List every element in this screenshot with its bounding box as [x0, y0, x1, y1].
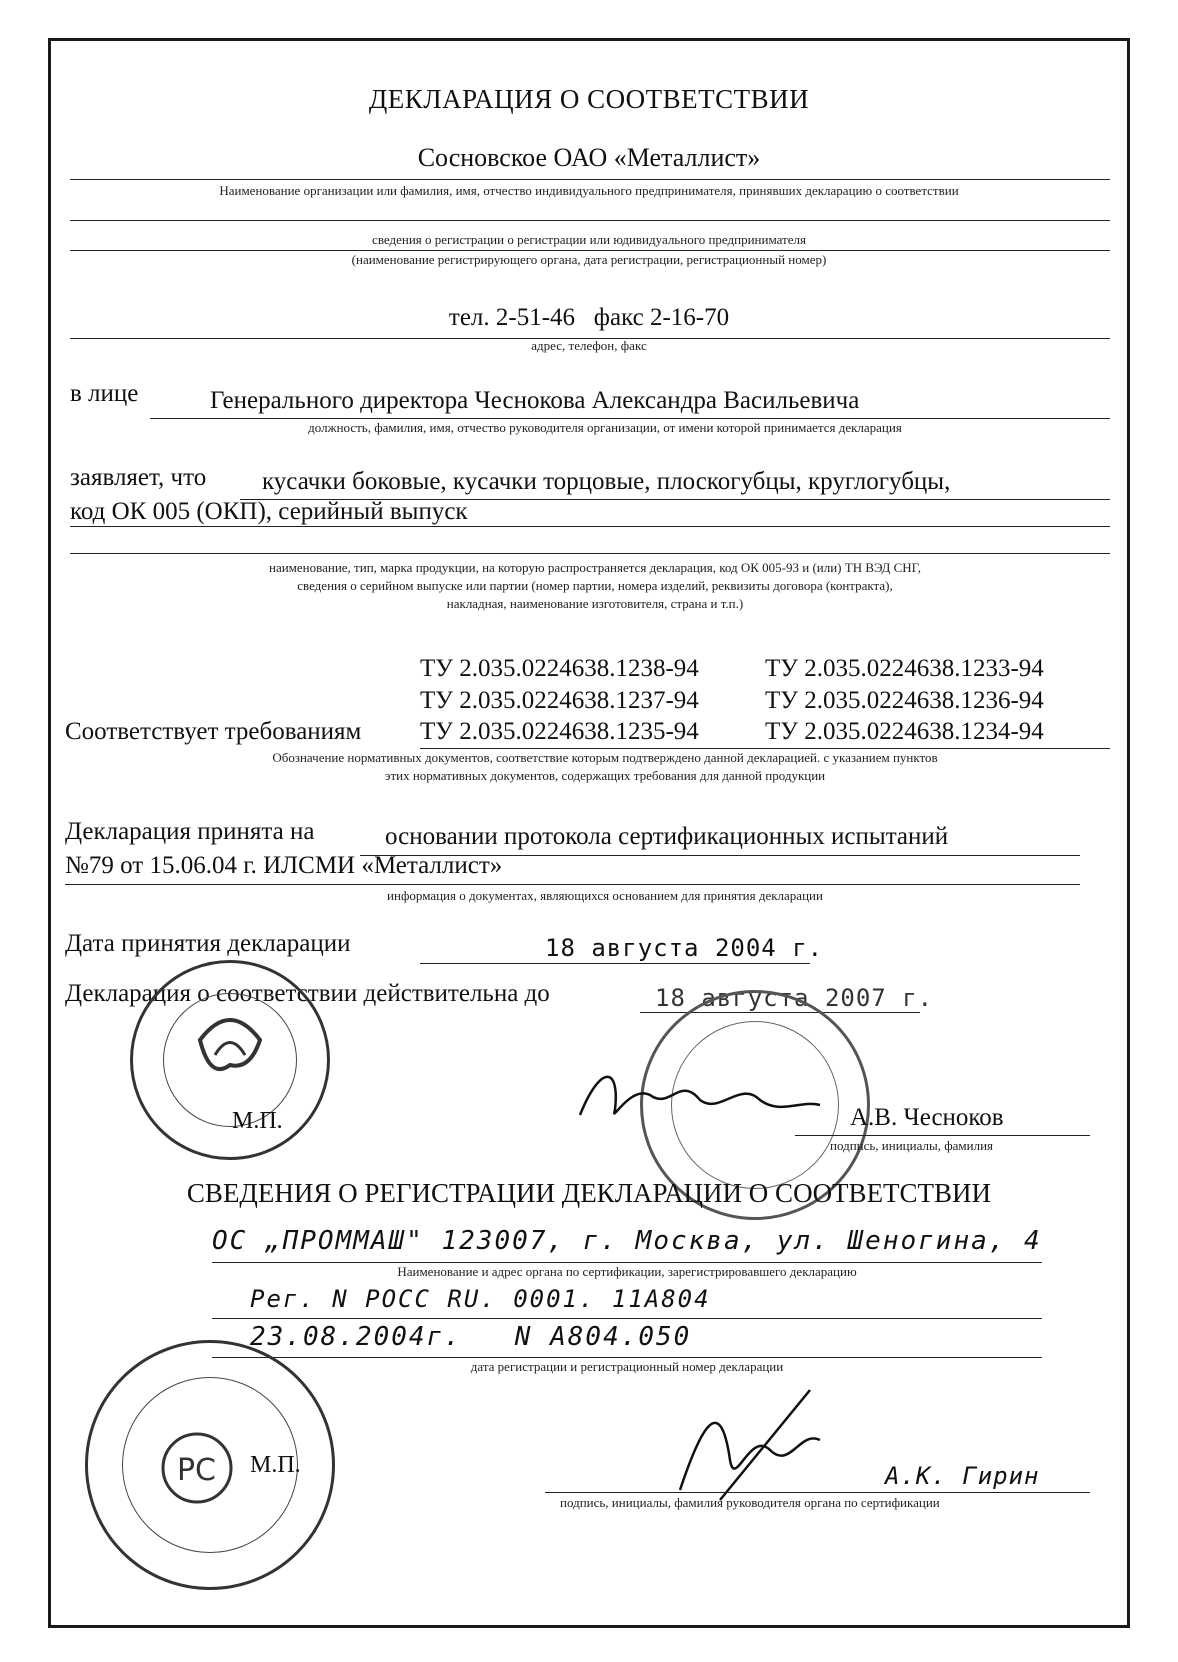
divider: [795, 1135, 1090, 1136]
registration-body: ОС „ПРОММАШ" 123007, г. Москва, ул. Шеногина, 4: [212, 1226, 1042, 1256]
product-line-1: кусачки боковые, кусачки торцовые, плоскогубцы, круглогубцы,: [262, 468, 951, 495]
product-label: заявляет, что: [70, 464, 207, 491]
registration-body-caption: Наименование и адрес органа по сертификации, зарегистрировавшего декларацию: [397, 1264, 857, 1279]
standard-1: ТУ 2.035.0224638.1238-94: [420, 655, 699, 682]
product-caption-2: сведения о серийном выпуске или партии (номер партии, номера изделий, реквизиты договора (контракта),: [297, 578, 893, 593]
svg-text:Р: Р: [177, 1453, 196, 1488]
representative-value: Генерального директора Чеснокова Александра Васильевича: [210, 387, 860, 414]
registration-mp-label: М.П.: [250, 1452, 301, 1478]
stamp-mp-label: М.П.: [232, 1108, 283, 1134]
requirements-caption-1: Обозначение нормативных документов, соответствие которым подтверждено данной декларацией. с указанием пунктов: [272, 750, 938, 765]
requirements-label: Соответствует требованиям: [65, 718, 362, 745]
requirements-caption-2: этих нормативных документов, содержащих требования для данной продукции: [384, 768, 826, 783]
registration-caption-2: (наименование регистрирующего органа, дата регистрации, регистрационный номер): [351, 252, 827, 267]
svg-text:С: С: [195, 1453, 216, 1488]
product-caption-3: накладная, наименование изготовителя, страна и т.п.): [446, 596, 744, 611]
basis-line-1: основании протокола сертификационных испытаний: [385, 823, 949, 850]
divider: [212, 1357, 1042, 1358]
product-line-2: код ОК 005 (ОКП), серийный выпуск: [70, 498, 468, 525]
divider: [545, 1492, 1090, 1493]
signature-caption: подпись, инициалы, фамилия: [830, 1138, 994, 1153]
registration-date-caption: дата регистрации и регистрационный номер декларации: [470, 1359, 784, 1374]
valid-until-value: 18 августа 2007 г.: [655, 984, 934, 1012]
divider: [70, 250, 1110, 251]
representative-label: в лице: [70, 380, 139, 407]
product-caption-1: наименование, тип, марка продукции, на которую распространяется декларация, код ОК 005-93 и (или) ТН ВЭД СНГ,: [269, 560, 921, 575]
divider: [420, 963, 810, 964]
divider: [70, 553, 1110, 554]
divider: [212, 1262, 1042, 1263]
standard-6: ТУ 2.035.0224638.1234-94: [765, 718, 1044, 745]
director-name: А.В. Чесноков: [850, 1104, 1004, 1131]
divider: [150, 418, 1110, 419]
divider: [420, 748, 1110, 749]
head-caption: подпись, инициалы, фамилия руководителя органа по сертификации: [560, 1495, 940, 1510]
registration-title: СВЕДЕНИЯ О РЕГИСТРАЦИИ ДЕКЛАРАЦИИ О СООТВЕТСТВИИ: [186, 1178, 992, 1208]
basis-line-2: №79 от 15.06.04 г. ИЛСМИ «Металлист»: [65, 852, 503, 879]
divider: [65, 884, 1080, 885]
standard-3: ТУ 2.035.0224638.1237-94: [420, 687, 699, 714]
organization-name-caption: Наименование организации или фамилия, имя, отчество индивидуального предпринимателя, принявших декларацию о соответствии: [219, 183, 959, 198]
divider: [70, 220, 1110, 221]
standard-5: ТУ 2.035.0224638.1235-94: [420, 718, 699, 745]
accepted-date-label: Дата принятия декларации: [65, 930, 351, 957]
standard-2: ТУ 2.035.0224638.1233-94: [765, 655, 1044, 682]
valid-until-label: Декларация о соответствии действительна до: [65, 980, 550, 1007]
registration-caption-1: сведения о регистрации о регистрации или юдивидуального предпринимателя: [372, 232, 806, 247]
director-signature: [570, 1055, 830, 1135]
registration-date: 23.08.2004г. N А804.050: [250, 1322, 692, 1352]
head-signature: [660, 1370, 860, 1510]
divider: [70, 179, 1110, 180]
contacts-caption: адрес, телефон, факс: [531, 338, 647, 353]
head-name: А.К. Гирин: [885, 1462, 1040, 1490]
standard-4: ТУ 2.035.0224638.1236-94: [765, 687, 1044, 714]
accepted-date-value: 18 августа 2004 г.: [545, 934, 824, 962]
divider: [212, 1318, 1042, 1319]
representative-caption: должность, фамилия, имя, отчество руководителя организации, от имени которой принимается декларация: [308, 420, 902, 435]
page-title: ДЕКЛАРАЦИЯ О СООТВЕТСТВИИ: [368, 84, 810, 114]
basis-caption: информация о документах, являющихся основанием для принятия декларации: [387, 888, 823, 903]
organization-name: Сосновское ОАО «Металлист»: [417, 143, 761, 172]
organization-contacts: тел. 2-51-46 факс 2-16-70: [448, 304, 730, 331]
divider: [70, 526, 1110, 527]
basis-label: Декларация принята на: [65, 818, 315, 845]
organization-stamp: [130, 960, 330, 1160]
registration-number: Рег. N РОСС RU. 0001. 11А804: [250, 1285, 711, 1313]
